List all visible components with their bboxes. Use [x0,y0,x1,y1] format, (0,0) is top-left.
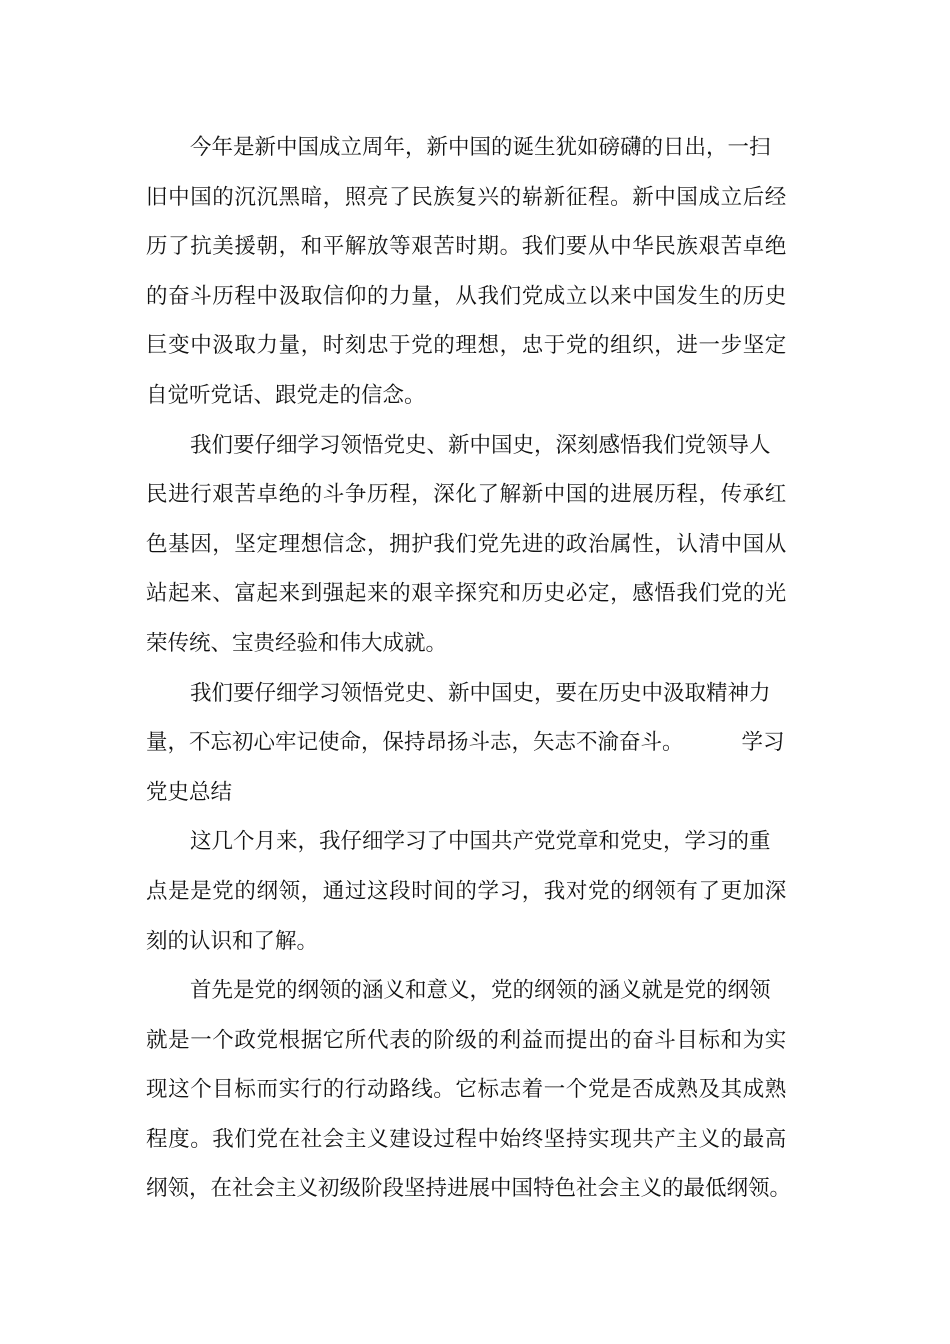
text-line: 首先是党的纲领的涵义和意义，党的纲领的涵义就是党的纲领 [190,978,771,1004]
text-line: 党史总结 [146,779,233,805]
text-line: 自觉听党话、跟党走的信念。 [146,382,426,408]
text-line: 点是是党的纲领，通过这段时间的学习，我对党的纲领有了更加深 [146,878,787,904]
text-line-tail: 学习 [741,730,785,756]
text-line: 现这个目标而实行的行动路线。它标志着一个党是否成熟及其成熟 [146,1077,787,1103]
text-line: 的奋斗历程中汲取信仰的力量，从我们党成立以来中国发生的历史 [146,283,787,309]
document-body [146,130,806,1221]
text-line: 站起来、富起来到强起来的艰辛探究和历史必定，感悟我们党的光 [146,581,787,607]
text-line: 就是一个政党根据它所代表的阶级的利益而提出的奋斗目标和为实 [146,1027,787,1053]
text-line: 荣传统、宝贵经验和伟大成就。 [146,630,448,656]
text-line: 巨变中汲取力量，时刻忠于党的理想，忠于党的组织，进一步坚定 [146,333,787,359]
text-line: 刻的认识和了解。 [146,928,319,954]
text-line: 我们要仔细学习领悟党史、新中国史，要在历史中汲取精神力 [190,680,771,706]
text-line-main: 量，不忘初心牢记使命，保持昂扬斗志，矢志不渝奋斗。 [146,730,684,756]
text-line: 纲领，在社会主义初级阶段坚持进展中国特色社会主义的最低纲领。 [146,1176,792,1202]
text-line: 这几个月来，我仔细学习了中国共产党党章和党史，学习的重 [190,829,771,855]
text-line: 我们要仔细学习领悟党史、新中国史，深刻感悟我们党领导人 [190,432,771,458]
text-line [146,725,806,775]
text-line: 旧中国的沉沉黑暗，照亮了民族复兴的崭新征程。新中国成立后经 [146,184,787,210]
text-line: 程度。我们党在社会主义建设过程中始终坚持实现共产主义的最高 [146,1126,787,1152]
text-line: 色基因，坚定理想信念，拥护我们党先进的政治属性，认清中国从 [146,531,787,557]
text-line: 民进行艰苦卓绝的斗争历程，深化了解新中国的进展历程，传承红 [146,482,787,508]
text-line: 今年是新中国成立周年，新中国的诞生犹如磅礴的日出，一扫 [190,135,771,160]
text-line: 历了抗美援朝，和平解放等艰苦时期。我们要从中华民族艰苦卓绝 [146,234,787,260]
